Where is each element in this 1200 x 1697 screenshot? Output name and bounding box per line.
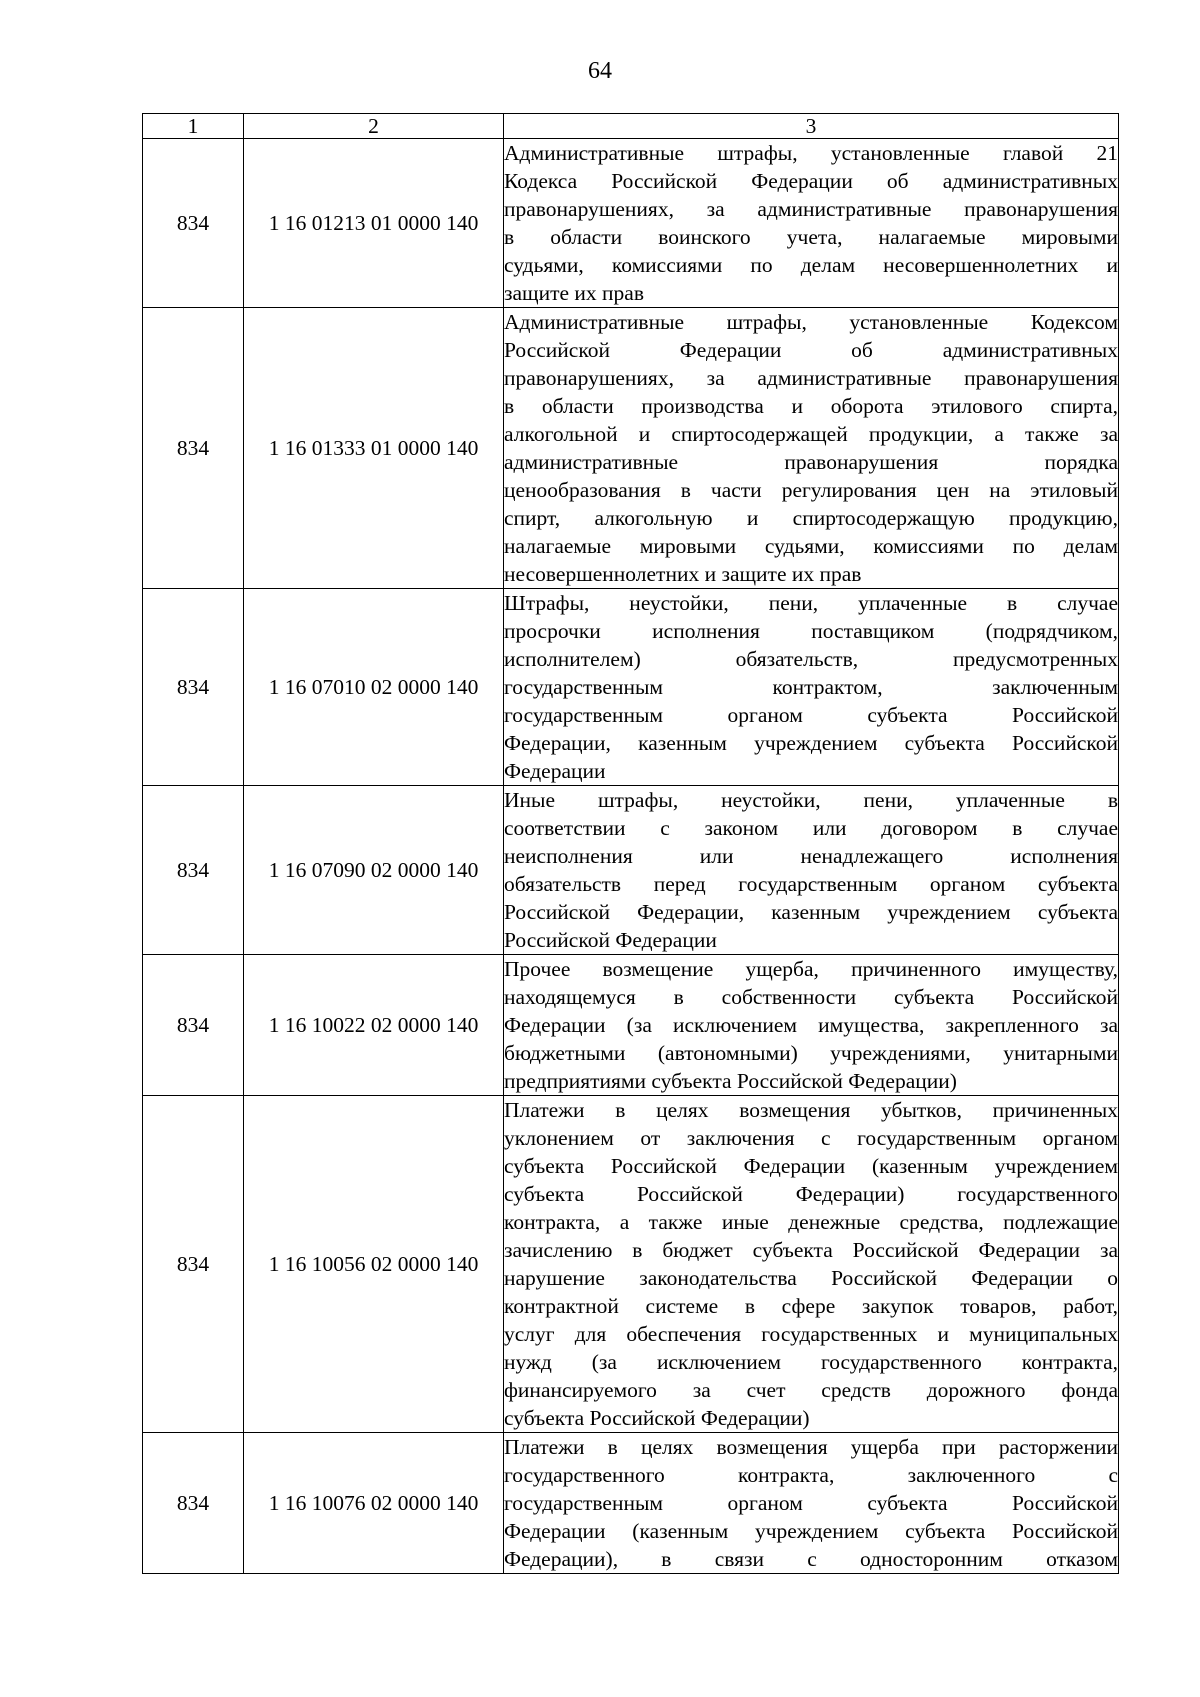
description-cell (504, 1433, 1119, 1574)
description-line: государственным контрактом, заключенным (504, 675, 1118, 699)
header-col-2: 2 (244, 114, 504, 139)
budget-code-cell: 1 16 10076 02 0000 140 (244, 1433, 504, 1574)
description-line: Кодекса Российской Федерации об административных (504, 169, 1118, 193)
description-cell (504, 589, 1119, 786)
description-line: просрочки исполнения поставщиком (подрядчиком, (504, 619, 1118, 643)
description-cell (504, 139, 1119, 308)
description-line: государственным органом субъекта Российской (504, 1491, 1118, 1515)
description-line: несовершеннолетних и защите их прав (504, 562, 862, 586)
description-line: административные правонарушения порядка (504, 450, 1118, 474)
admin-code-cell: 834 (143, 786, 244, 955)
description-line: субъекта Российской Федерации (казенным учреждением (504, 1154, 1118, 1178)
description-line: Российской Федерации (504, 928, 717, 952)
budget-code-cell: 1 16 07010 02 0000 140 (244, 589, 504, 786)
description-line: нужд (за исключением государственного контракта, (504, 1350, 1118, 1374)
table-header-row (143, 114, 1119, 139)
description-line: Иные штрафы, неустойки, пени, уплаченные в (504, 788, 1118, 812)
description-line: финансируемого за счет средств дорожного фонда (504, 1378, 1118, 1402)
description-line: Федерации (казенным учреждением субъекта Российской (504, 1519, 1118, 1543)
description-line: государственным органом субъекта Российской (504, 703, 1118, 727)
admin-code-cell: 834 (143, 1433, 244, 1574)
description-line: Прочее возмещение ущерба, причиненного имуществу, (504, 957, 1118, 981)
description-line: субъекта Российской Федерации) (504, 1406, 810, 1430)
description-line: спирт, алкогольную и спиртосодержащую продукцию, (504, 506, 1118, 530)
table-row (143, 1433, 1119, 1574)
description-line: налагаемые мировыми судьями, комиссиями по делам (504, 534, 1118, 558)
table-row (143, 139, 1119, 308)
table-body (143, 139, 1119, 1574)
description-cell (504, 1096, 1119, 1433)
description-line: субъекта Российской Федерации) государственного (504, 1182, 1118, 1206)
description-line: правонарушениях, за административные правонарушения (504, 197, 1118, 221)
description-line: правонарушениях, за административные правонарушения (504, 366, 1118, 390)
description-line: судьями, комиссиями по делам несовершеннолетних и (504, 253, 1118, 277)
description-line: Федерации, казенным учреждением субъекта Российской (504, 731, 1118, 755)
description-line: Федерации), в связи с односторонним отказом (504, 1547, 1118, 1571)
description-line: ценообразования в части регулирования цен на этиловый (504, 478, 1118, 502)
description-line: уклонением от заключения с государственным органом (504, 1126, 1118, 1150)
table-row (143, 589, 1119, 786)
description-line: Российской Федерации об административных (504, 338, 1118, 362)
admin-code-cell: 834 (143, 139, 244, 308)
description-line: Платежи в целях возмещения ущерба при расторжении (504, 1435, 1118, 1459)
page-number: 64 (588, 58, 612, 84)
description-line: защите их прав (504, 281, 644, 305)
description-line: алкогольной и спиртосодержащей продукции, а также за (504, 422, 1118, 446)
admin-code-cell: 834 (143, 589, 244, 786)
description-line: в области воинского учета, налагаемые мировыми (504, 225, 1118, 249)
description-line: услуг для обеспечения государственных и муниципальных (504, 1322, 1118, 1346)
admin-code-cell: 834 (143, 1096, 244, 1433)
description-line: Российской Федерации, казенным учреждением субъекта (504, 900, 1118, 924)
description-line: обязательств перед государственным органом субъекта (504, 872, 1118, 896)
budget-code-cell: 1 16 10056 02 0000 140 (244, 1096, 504, 1433)
budget-code-cell: 1 16 01213 01 0000 140 (244, 139, 504, 308)
description-line: в области производства и оборота этилового спирта, (504, 394, 1118, 418)
header-col-3: 3 (504, 114, 1119, 139)
budget-code-cell: 1 16 01333 01 0000 140 (244, 308, 504, 589)
admin-code-cell: 834 (143, 955, 244, 1096)
admin-code-cell: 834 (143, 308, 244, 589)
description-line: предприятиями субъекта Российской Федерации) (504, 1069, 957, 1093)
description-line: Платежи в целях возмещения убытков, причиненных (504, 1098, 1118, 1122)
table-row (143, 786, 1119, 955)
description-line: Административные штрафы, установленные главой 21 (504, 141, 1118, 165)
description-line: государственного контракта, заключенного с (504, 1463, 1118, 1487)
table-row (143, 1096, 1119, 1433)
description-cell (504, 308, 1119, 589)
budget-code-cell: 1 16 10022 02 0000 140 (244, 955, 504, 1096)
table-row (143, 955, 1119, 1096)
description-line: контрактной системе в сфере закупок товаров, работ, (504, 1294, 1118, 1318)
description-cell (504, 786, 1119, 955)
table-row (143, 308, 1119, 589)
description-line: нарушение законодательства Российской Федерации о (504, 1266, 1118, 1290)
description-line: Административные штрафы, установленные Кодексом (504, 310, 1118, 334)
description-line: неисполнения или ненадлежащего исполнения (504, 844, 1118, 868)
revenue-codes-table (142, 113, 1119, 1574)
description-line: соответствии с законом или договором в случае (504, 816, 1118, 840)
description-line: исполнителем) обязательств, предусмотренных (504, 647, 1118, 671)
description-line: бюджетными (автономными) учреждениями, унитарными (504, 1041, 1118, 1065)
description-line: зачислению в бюджет субъекта Российской Федерации за (504, 1238, 1118, 1262)
description-cell (504, 955, 1119, 1096)
description-line: Федерации (за исключением имущества, закрепленного за (504, 1013, 1118, 1037)
description-line: Федерации (504, 759, 606, 783)
description-line: находящемуся в собственности субъекта Российской (504, 985, 1118, 1009)
description-line: Штрафы, неустойки, пени, уплаченные в случае (504, 591, 1118, 615)
description-line: контракта, а также иные денежные средства, подлежащие (504, 1210, 1118, 1234)
header-col-1: 1 (143, 114, 244, 139)
budget-code-cell: 1 16 07090 02 0000 140 (244, 786, 504, 955)
